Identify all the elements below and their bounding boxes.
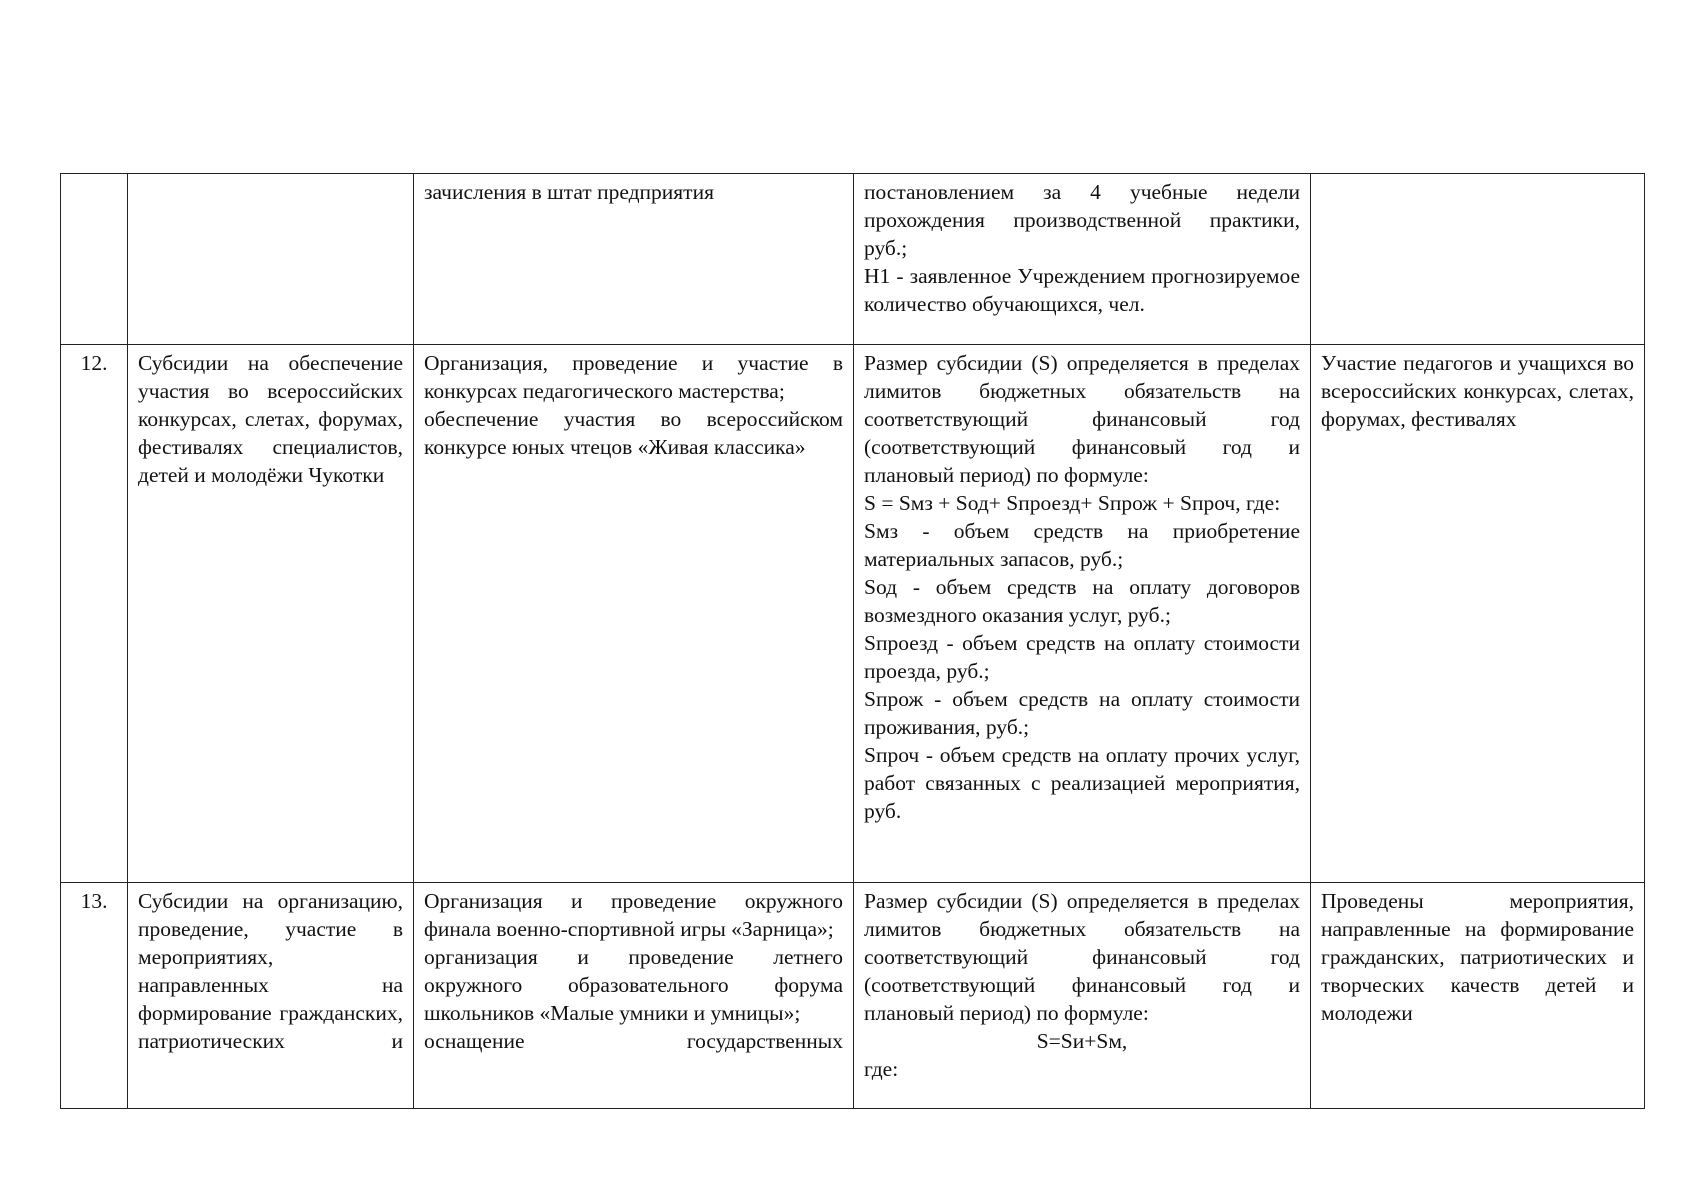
- row-number-cell: [61, 345, 128, 883]
- result-cell: [1311, 883, 1645, 1109]
- calculation-text: постановлением за 4 учебные недели прохождения производственной практики, руб.;: [864, 180, 1300, 260]
- activities-text: обеспечение участия во всероссийском конкурсе юных чтецов «Живая классика»: [424, 407, 843, 459]
- activities-cell: [414, 174, 854, 345]
- activities-text: организация и проведение летнего окружного образовательного форума школьников «Малые умники и умницы»;: [424, 945, 843, 1025]
- calculation-cell: [854, 174, 1311, 345]
- calculation-text: Н1 - заявленное Учреждением прогнозируемое количество обучающихся, чел.: [864, 264, 1300, 316]
- table-row-continuation: [61, 174, 1645, 345]
- activities-text: оснащение государственных: [424, 1029, 843, 1053]
- subsidy-name-text: Субсидии на организацию, проведение, участие в мероприятиях, направленных на формирование гражданских, патриотических и: [138, 889, 403, 1053]
- activities-text: зачисления в штат предприятия: [424, 180, 714, 204]
- formula-text: S = Sмз + Sод+ Sпроезд+ Sпрож + Sпроч, где:: [864, 491, 1281, 515]
- activities-cell: [414, 883, 854, 1109]
- formula-text: S=Sи+Sм,: [1036, 1029, 1128, 1053]
- calculation-text: Sпроч - объем средств на оплату прочих услуг, работ связанных с реализацией мероприятия, руб.: [864, 743, 1300, 823]
- subsidy-name-text: Субсидии на обеспечение участия во всероссийских конкурсах, слетах, форумах, фестивалях специалистов, детей и молодёжи Чукотки: [138, 351, 403, 487]
- result-text: Проведены мероприятия, направленные на формирование гражданских, патриотических и творческих качеств детей и молодежи: [1321, 889, 1634, 1025]
- row-number: 12.: [80, 351, 108, 375]
- calculation-cell: [854, 883, 1311, 1109]
- row-number: 13.: [80, 889, 108, 913]
- calculation-text: Sмз - объем средств на приобретение материальных запасов, руб.;: [864, 519, 1300, 571]
- activities-cell: [414, 345, 854, 883]
- calculation-text: где:: [864, 1057, 899, 1081]
- subsidy-name-cell: [128, 883, 414, 1109]
- subsidy-name-cell: [128, 345, 414, 883]
- document-table: [60, 173, 1645, 1109]
- activities-text: Организация и проведение окружного финала военно-спортивной игры «Зарница»;: [424, 889, 843, 941]
- calculation-text: Sпроезд - объем средств на оплату стоимости проезда, руб.;: [864, 631, 1300, 683]
- result-text: Участие педагогов и учащихся во всероссийских конкурсах, слетах, форумах, фестивалях: [1321, 351, 1634, 431]
- activities-text: Организация, проведение и участие в конкурсах педагогического мастерства;: [424, 351, 843, 403]
- table-row-12: [61, 345, 1645, 883]
- row-number-cell: [61, 883, 128, 1109]
- calculation-text: Размер субсидии (S) определяется в пределах лимитов бюджетных обязательств на соответствующий финансовый год (соответствующий финансовый год и плановый период) по формуле:: [864, 351, 1300, 487]
- table-row-13: [61, 883, 1645, 1109]
- calculation-text: Sод - объем средств на оплату договоров возмездного оказания услуг, руб.;: [864, 575, 1300, 627]
- result-cell: [1311, 174, 1645, 345]
- row-number-cell: [61, 174, 128, 345]
- calculation-cell: [854, 345, 1311, 883]
- result-cell: [1311, 345, 1645, 883]
- calculation-text: Sпрож - объем средств на оплату стоимости проживания, руб.;: [864, 687, 1300, 739]
- calculation-text: Размер субсидии (S) определяется в пределах лимитов бюджетных обязательств на соответствующий финансовый год (соответствующий финансовый год и плановый период) по формуле:: [864, 889, 1300, 1025]
- subsidy-name-cell: [128, 174, 414, 345]
